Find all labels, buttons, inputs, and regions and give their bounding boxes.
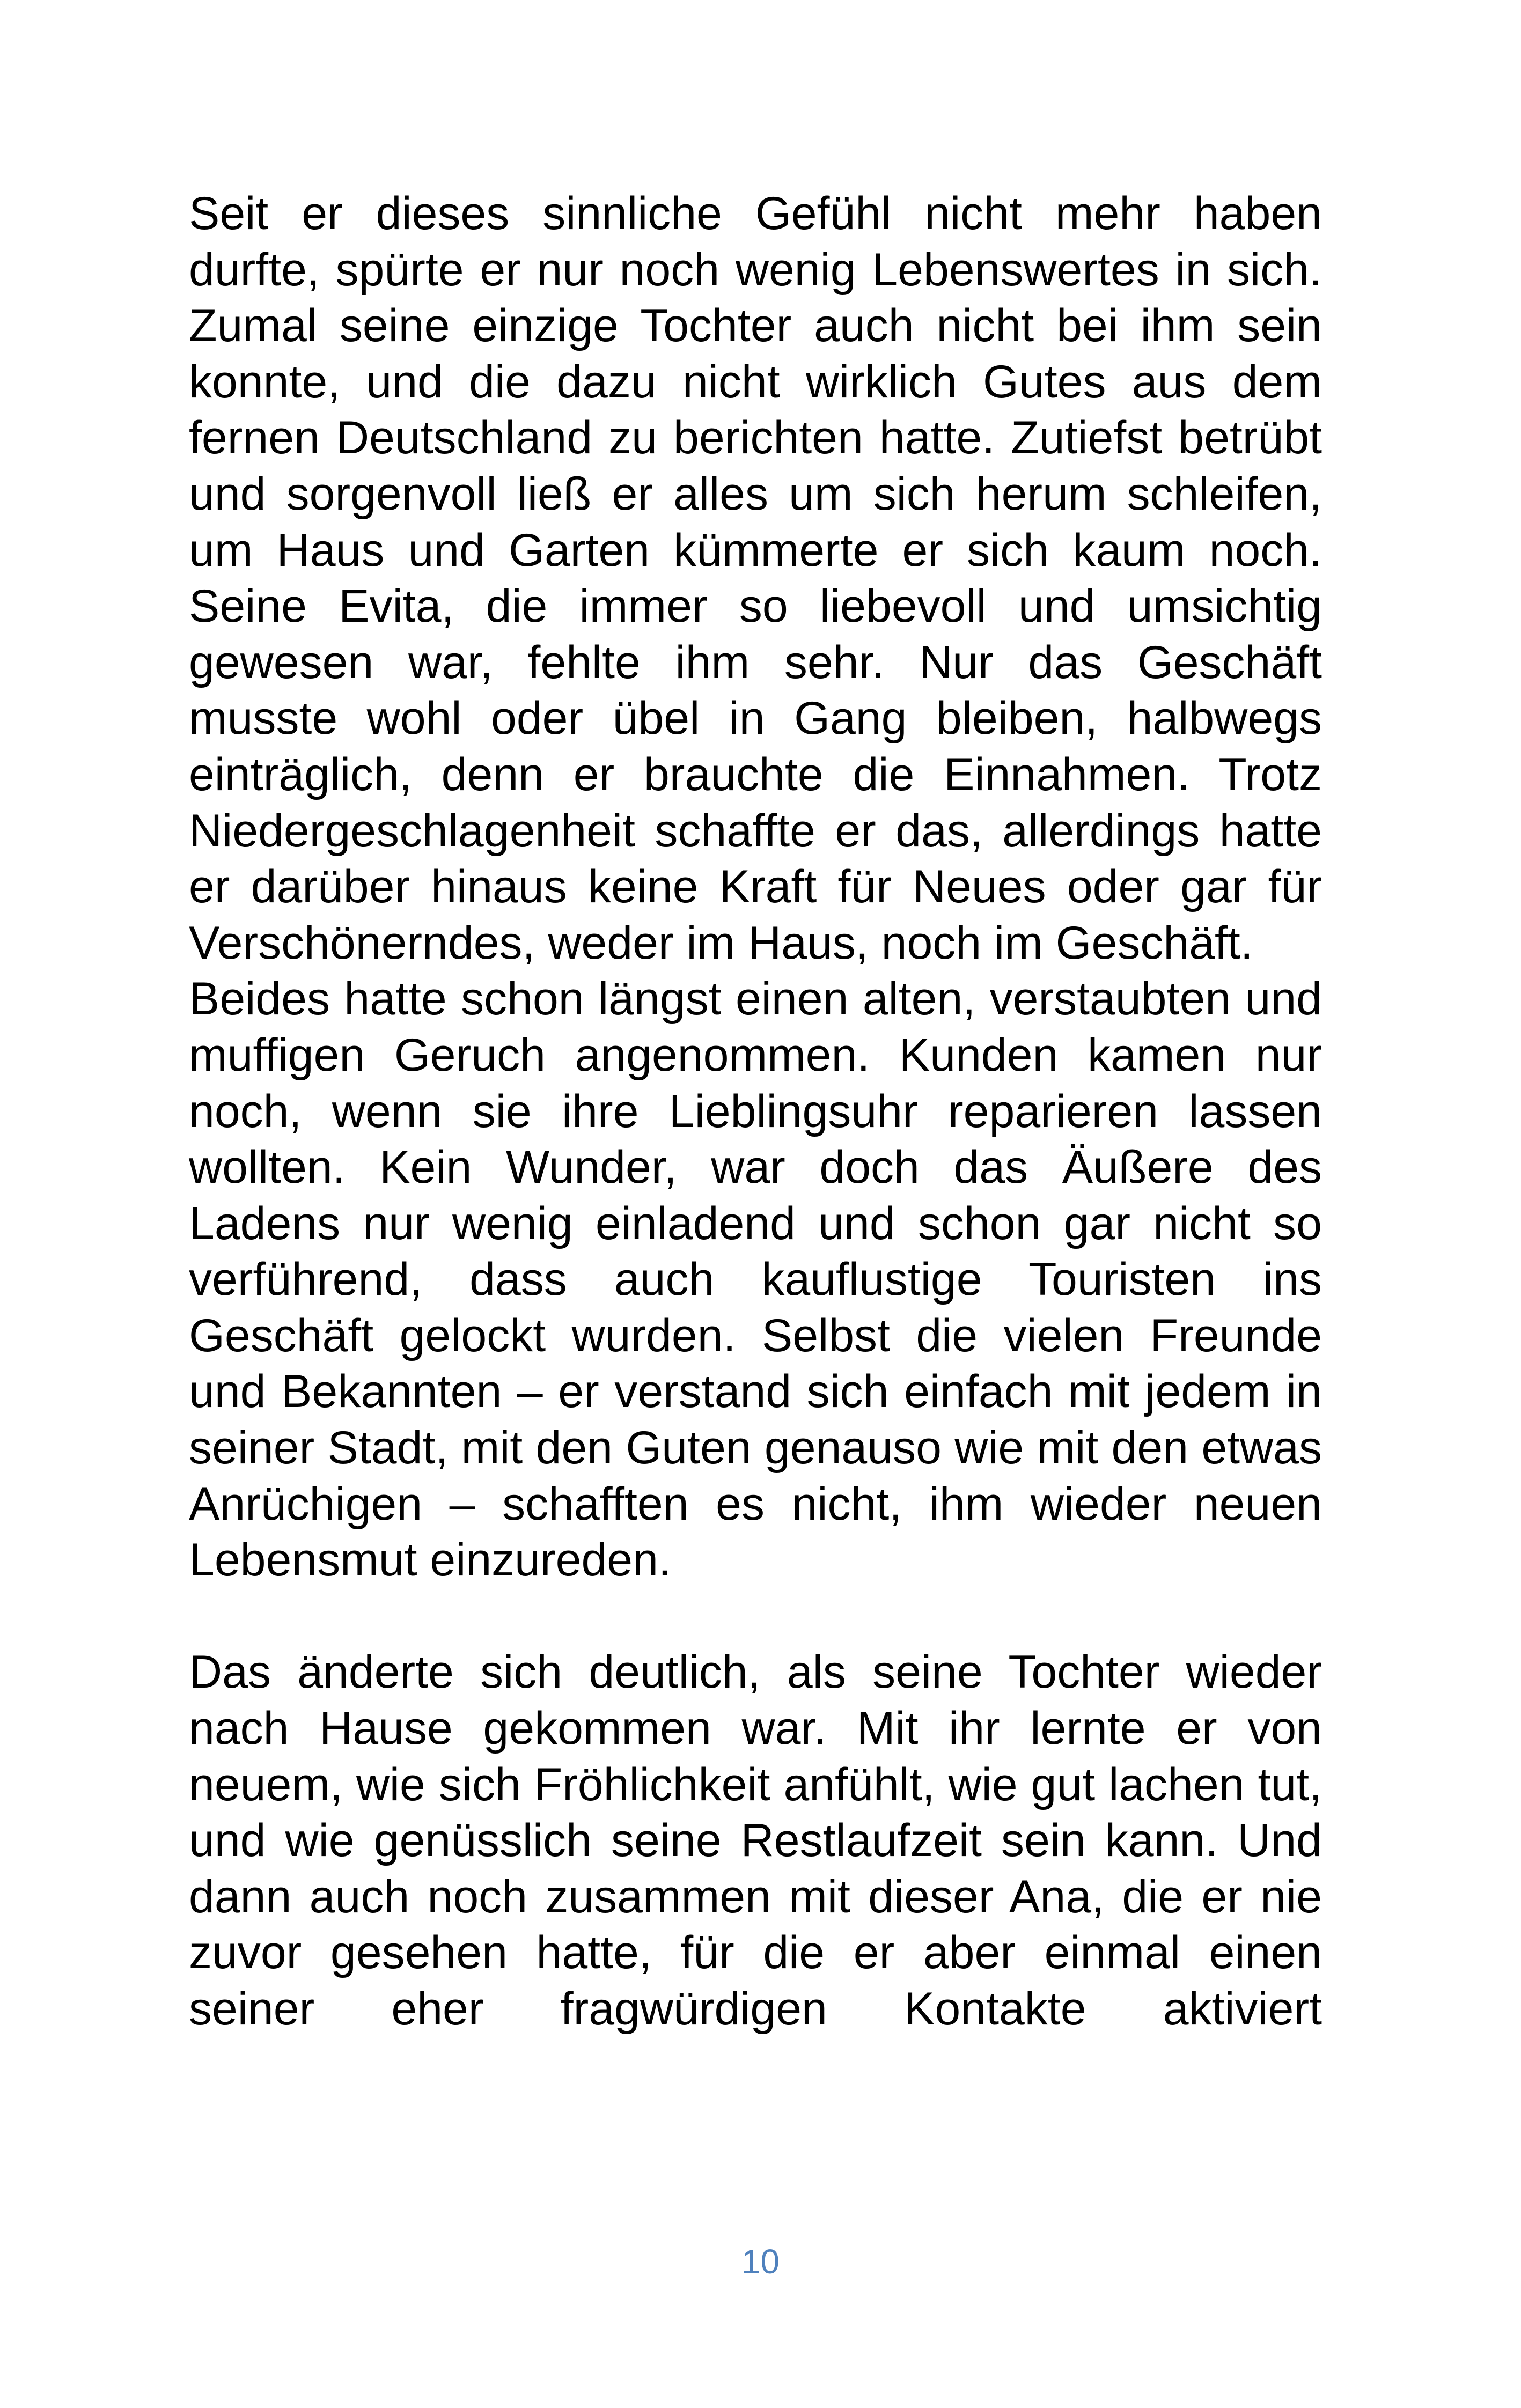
body-text — [189, 186, 1322, 2037]
paragraph-1: Seit er dieses sinnliche Gefühl nicht mehr haben durfte, spürte er nur noch wenig Lebenswertes in sich. Zumal seine einzige Tochter auch nicht bei ihm sein konnte, und die dazu nicht wirklich Gutes aus dem fernen Deutschland zu berichten hatte. Zutiefst betrübt und sorgenvoll ließ er alles um sich herum schleifen, um Haus und Garten kümmerte er sich kaum noch. Seine Evita, die immer so liebevoll und umsichtig gewesen war, fehlte ihm sehr. Nur das Geschäft musste wohl oder übel in Gang bleiben, halbwegs einträglich, denn er brauchte die Einnahmen. Trotz Niedergeschlagenheit schaffte er das, allerdings hatte er darüber hinaus keine Kraft für Neues oder gar für Verschönerndes, weder im Haus, noch im Geschäft. — [189, 188, 1322, 969]
paragraph-2: Beides hatte schon längst einen alten, verstaubten und muffigen Geruch angenommen. Kunden kamen nur noch, wenn sie ihre Lieblingsuhr reparieren lassen wollten. Kein Wunder, war doch das Äußere des Ladens nur wenig einladend und schon gar nicht so verführend, dass auch kauflustige Touristen ins Geschäft gelockt wurden. Selbst die vielen Freunde und Bekannten – er verstand sich einfach mit jedem in seiner Stadt, mit den Guten genauso wie mit den etwas Anrüchigen – schafften es nicht, ihm wieder neuen Lebensmut einzureden. — [189, 973, 1322, 1586]
page-number: 10 — [741, 2242, 780, 2281]
paragraph-3: Das änderte sich deutlich, als seine Tochter wieder nach Hause gekommen war. Mit ihr lernte er von neuem, wie sich Fröhlichkeit anfühlt, wie gut lachen tut, und wie genüsslich seine Restlaufzeit sein kann. Und dann auch noch zusammen mit dieser Ana, die er nie zuvor gesehen hatte, für die er aber einmal einen seiner eher fragwürdigen Kontakte aktiviert — [189, 1646, 1322, 2035]
